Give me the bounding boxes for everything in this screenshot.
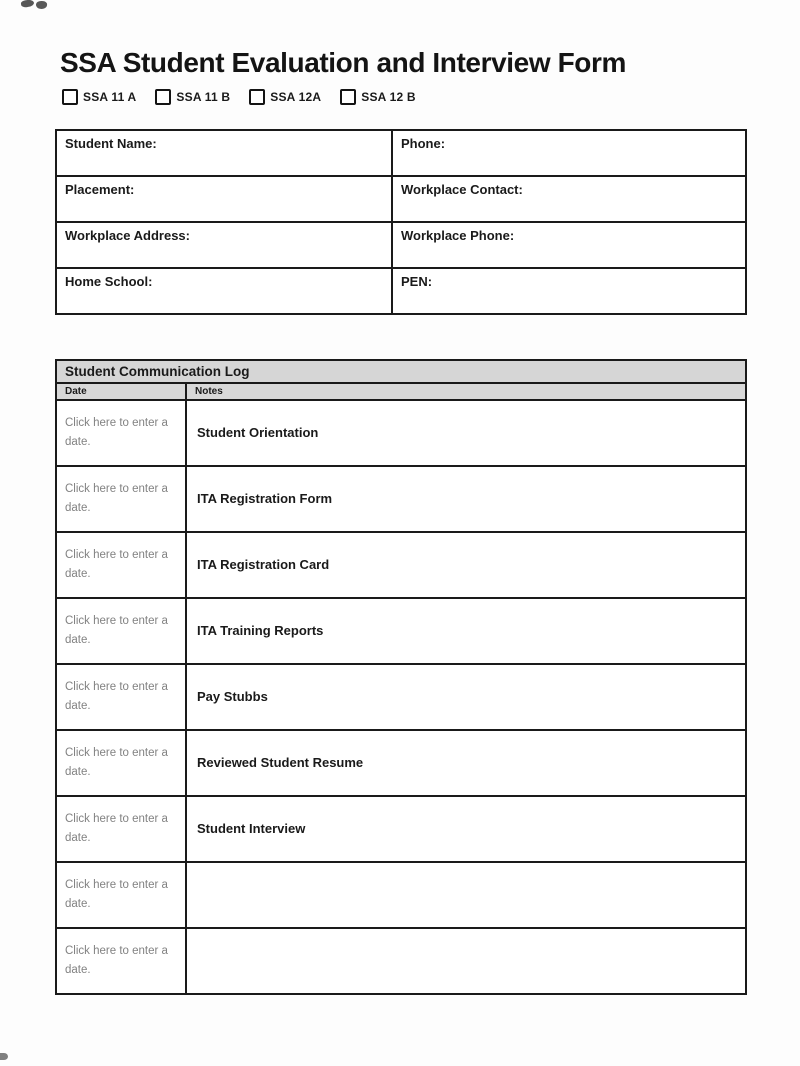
checkbox-label: SSA 11 B	[176, 89, 231, 104]
date-picker-cell[interactable]: Click here to enter a date.	[56, 400, 186, 466]
table-row	[56, 222, 746, 268]
note-cell[interactable]	[186, 928, 746, 994]
log-row	[56, 466, 746, 532]
checkbox-icon[interactable]	[155, 89, 171, 105]
log-table-title: Student Communication Log	[56, 360, 746, 383]
note-cell[interactable]: Student Orientation	[186, 400, 746, 466]
checkbox-ssa-12-a[interactable]	[249, 89, 321, 105]
field-placement[interactable]: Placement:	[56, 176, 392, 222]
checkbox-icon[interactable]	[340, 89, 356, 105]
log-row	[56, 532, 746, 598]
checkbox-ssa-12-b[interactable]	[340, 89, 416, 105]
date-picker-cell[interactable]: Click here to enter a date.	[56, 466, 186, 532]
note-cell[interactable]: ITA Registration Card	[186, 532, 746, 598]
date-picker-cell[interactable]: Click here to enter a date.	[56, 664, 186, 730]
log-title-row	[56, 360, 746, 383]
table-row	[56, 176, 746, 222]
log-row	[56, 862, 746, 928]
form-page	[55, 0, 745, 995]
note-cell[interactable]	[186, 862, 746, 928]
note-cell[interactable]: ITA Training Reports	[186, 598, 746, 664]
checkbox-icon[interactable]	[249, 89, 265, 105]
scan-artifact-bottom-left	[0, 1053, 8, 1060]
page-title: SSA Student Evaluation and Interview Form	[60, 47, 626, 78]
grade-checkbox-row	[62, 89, 745, 105]
checkbox-label: SSA 11 A	[83, 89, 137, 104]
date-picker-cell[interactable]: Click here to enter a date.	[56, 598, 186, 664]
log-row	[56, 928, 746, 994]
checkbox-label: SSA 12 B	[361, 89, 416, 104]
table-row	[56, 130, 746, 176]
field-workplace-phone[interactable]: Workplace Phone:	[392, 222, 746, 268]
log-row	[56, 400, 746, 466]
field-phone[interactable]: Phone:	[392, 130, 746, 176]
checkbox-ssa-11-b[interactable]	[155, 89, 230, 105]
date-picker-cell[interactable]: Click here to enter a date.	[56, 928, 186, 994]
note-cell[interactable]: Pay Stubbs	[186, 664, 746, 730]
table-row	[56, 268, 746, 314]
log-row	[56, 796, 746, 862]
column-header-date: Date	[56, 383, 186, 400]
log-row	[56, 730, 746, 796]
note-cell[interactable]: ITA Registration Form	[186, 466, 746, 532]
field-student-name[interactable]: Student Name:	[56, 130, 392, 176]
scan-artifact-top-left-2	[36, 0, 48, 9]
scan-artifact-top-left	[21, 0, 35, 8]
date-picker-cell[interactable]: Click here to enter a date.	[56, 532, 186, 598]
date-picker-cell[interactable]: Click here to enter a date.	[56, 730, 186, 796]
log-row	[56, 598, 746, 664]
field-pen[interactable]: PEN:	[392, 268, 746, 314]
column-header-notes: Notes	[186, 383, 746, 400]
note-cell[interactable]: Reviewed Student Resume	[186, 730, 746, 796]
note-cell[interactable]: Student Interview	[186, 796, 746, 862]
date-picker-cell[interactable]: Click here to enter a date.	[56, 796, 186, 862]
date-picker-cell[interactable]: Click here to enter a date.	[56, 862, 186, 928]
communication-log-table	[55, 359, 747, 995]
checkbox-icon[interactable]	[62, 89, 78, 105]
field-workplace-address[interactable]: Workplace Address:	[56, 222, 392, 268]
student-info-table	[55, 129, 747, 315]
checkbox-label: SSA 12A	[270, 89, 322, 104]
checkbox-ssa-11-a[interactable]	[62, 89, 136, 105]
log-row	[56, 664, 746, 730]
field-workplace-contact[interactable]: Workplace Contact:	[392, 176, 746, 222]
log-header-row	[56, 383, 746, 400]
field-home-school[interactable]: Home School:	[56, 268, 392, 314]
